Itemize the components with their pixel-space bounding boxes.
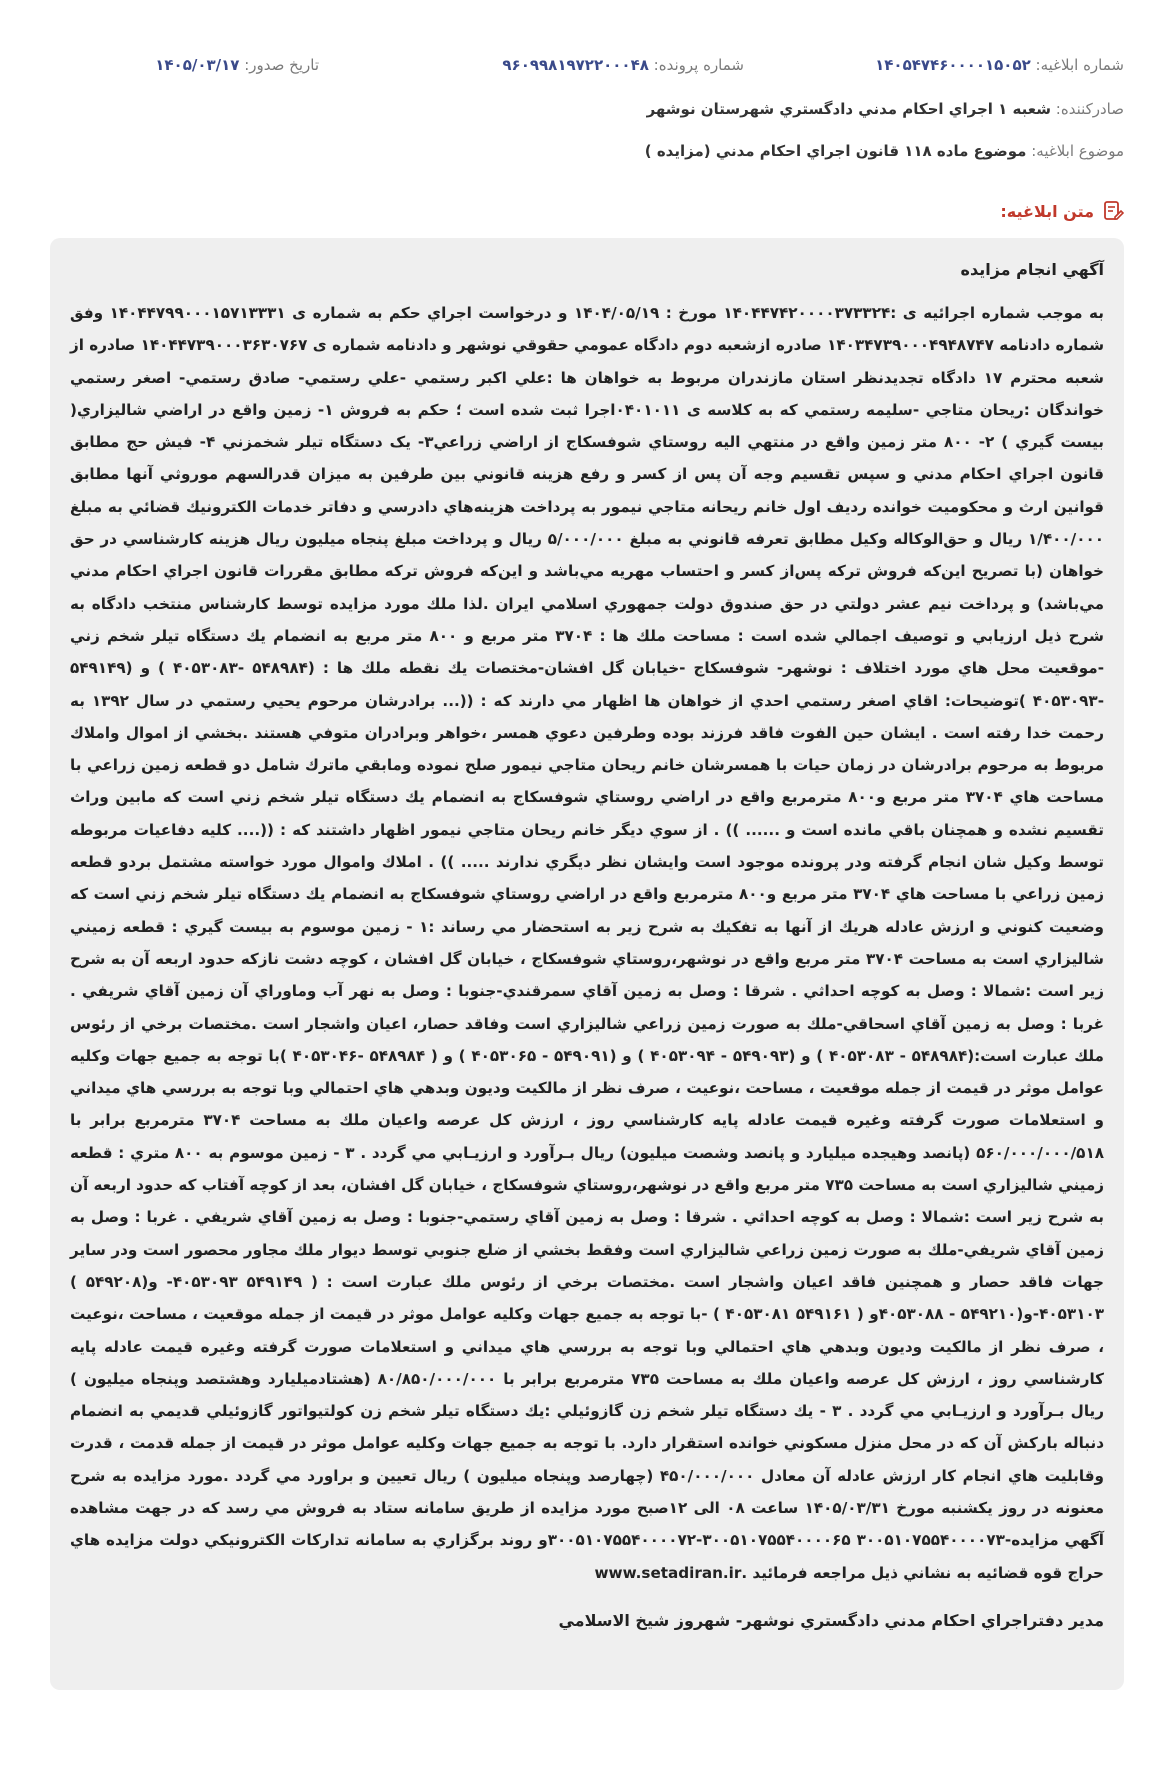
- subject-label: موضوع ابلاغیه:: [1031, 142, 1124, 160]
- notification-number-label: شماره ابلاغیه:: [1035, 56, 1124, 74]
- case-number-field: [502, 56, 744, 74]
- issue-date-value: ۱۴۰۵/۰۳/۱۷: [155, 56, 240, 74]
- notice-body-text: به موجب شماره اجرائيه ی :۱۴۰۴۴۷۴۲۰۰۰۰۳۷۳۳۲۴ مورخ : ۱۴۰۴/۰۵/۱۹ و درخواست اجراي حكم به شماره ی ۱۴۰۴۴۷۹۹۰۰۰۱۵۷۱۳۳۳۱ وفق شماره دادنامه ۱۴۰۳۴۷۳۹۰۰۰۴۹۴۸۷۴۷ صادره ازشعبه دوم دادگاه عمومي حقوقي نوشهر و دادنامه شماره ی ۱۴۰۴۴۷۳۹۰۰۰۳۶۳۰۷۶۷ صادره از شعبه محترم ۱۷ دادگاه تجديدنظر استان مازندران مربوط به خواهان ها :علي اكبر رستمي -علي رستمي- صادق رستمي- اصغر رستمي خواندگان :ريحان متاجي -سليمه رستمي كه به كلاسه ی ۰۴۰۱۰۱۱اجرا ثبت شده است ؛ حكم به فروش ۱- زمين واقع در اراضي شاليزاري( بيست گيري ) ۲- ۸۰۰ متر زمين واقع در منتهي اليه روستاي شوفسكاج از اراضي زراعي۳- يک دستگاه تيلر شخمزني ۴- فيش حج مطابق قانون اجراي احكام مدني و سپس تقسيم وجه آن پس از كسر و رفع هزينه قانوني بين طرفين به ميزان قدرالسهم موروثي آنها مطابق قوانين ارث و محكوميت خوانده رديف اول خانم ريحانه متاجي نيمور به پرداخت هزينه‌هاي دادرسي و دفاتر خدمات الكترونيك قضائي به مبلغ ۱/۴۰۰/۰۰۰ ريال و حق‌الوكاله وكيل مطابق تعرفه قانوني به مبلغ ۵/۰۰۰/۰۰۰ ريال و پرداخت مبلغ پنجاه ميليون ريال هزينه كارشناسي در حق خواهان (با تصريح اين‌كه فروش تركه پس‌از كسر و احتساب مهريه مي‌باشد و اين‌كه فروش تركه مطابق مقررات قانون اجراي احكام مدني مي‌باشد) و پرداخت نيم عشر دولتي در حق صندوق دولت جمهوري اسلامي ايران .لذا ملك مورد مزايده توسط كارشناس منتخب دادگاه به شرح ذيل ارزيابي و توصيف اجمالي شده است : مساحت ملك ها : ۳۷۰۴ متر مربع و ۸۰۰ متر مربع به انضمام يك دستگاه تيلر شخم زني -موقعيت محل هاي مورد اختلاف : نوشهر- شوفسكاج -خيابان گل افشان-مختصات يك نقطه ملك ها : (۵۴۸۹۸۴ -۴۰۵۳۰۸۳ ) و (۵۴۹۱۴۹ -۴۰۵۳۰۹۳ )توضيحات: اقاي اصغر رستمي احدي از خواهان ها اظهار مي دارند كه : ((... برادرشان مرحوم يحيي رستمي در سال ۱۳۹۲ به رحمت خدا رفته است . ايشان حين الفوت فاقد فرزند بوده وطرفين دعوي همسر ،خواهر وبرادران متوفي هستند .بخشي از اموال واملاك مربوط به مرحوم برادرشان در زمان حيات با همسرشان خانم ريحان متاجي نيمور صلح نموده ومابقي ماترك شامل دو قطعه زمين زراعي با مساحت هاي ۳۷۰۴ متر مربع و۸۰۰ مترمربع واقع در اراضي روستاي شوفسكاج به انضمام يك دستگاه تيلر شخم زني است كه مابين وراث تقسيم نشده و همچنان باقي مانده است و ...... )) . از سوي ديگر خانم ريحان متاجي نيمور اظهار داشتند كه : ((.... كليه دفاعيات مربوطه توسط وكيل شان انجام گرفته ودر پرونده موجود است وايشان نظر ديگري ندارند ..... )) . املاك واموال مورد خواسته مشتمل بردو قطعه زمين زراعي با مساحت هاي ۳۷۰۴ متر مربع و۸۰۰ مترمربع واقع در اراضي روستاي شوفسكاج به انضمام يك دستگاه تيلر شخم زني است كه وضعيت كنوني و ارزش عادله هريك از آنها به تفكيك به شرح زير به استحضار مي رساند :۱ - زمين موسوم به بيست گيري : قطعه زميني شاليزاري است به مساحت ۳۷۰۴ متر مربع واقع در نوشهر،روستاي شوفسكاج ، خيابان گل افشان ، كوچه دشت نازكه حدود اربعه آن به شرح زير است :شمالا : وصل به كوچه احداثي . شرقا : وصل به زمين آقاي سمرقندي-جنوبا : وصل به نهر آب وماوراي آن زمين آقاي شريفي . غربا : وصل به زمين آقاي اسحاقي-ملك به صورت زمين زراعي شاليزاري است وفاقد حصار، اعيان واشجار است .مختصات برخي از رئوس ملك عبارت است:(۵۴۸۹۸۴ - ۴۰۵۳۰۸۳ ) و (۵۴۹۰۹۳ - ۴۰۵۳۰۹۴ ) و (۵۴۹۰۹۱ - ۴۰۵۳۰۶۵ ) و ( ۵۴۸۹۸۴ -۴۰۵۳۰۴۶ )با توجه به جميع جهات وكليه عوامل موثر در قيمت از جمله موقعيت ، مساحت ،نوعيت ، صرف نظر از مالكيت وديون وبدهي هاي احتمالي وبا توجه به بررسي هاي ميداني و استعلامات صورت گرفته وغيره قيمت عادله پايه كارشناسي روز ، ارزش كل عرصه واعيان ملك به مساحت ۳۷۰۴ مترمربع برابر با ۵۶۰/۰۰۰/۰۰۰/۵۱۸ (پانصد وهيجده ميليارد و پانصد وشصت ميليون) ريال بـرآورد و ارزيـابي مي گردد . ۳ - زمين موسوم به ۸۰۰ متري : قطعه زميني شاليزاري است به مساحت ۷۳۵ متر مربع واقع در نوشهر،روستاي شوفسكاج ، خيابان گل افشان، بعد از كوچه آفتاب كه حدود اربعه آن به شرح زير است :شمالا : وصل به كوچه احداثي . شرقا : وصل به زمين آقاي رستمي-جنوبا : وصل به زمين آقاي شريفي . غربا : وصل به زمين آقاي شريفي-ملك به صورت زمين زراعي شاليزاري است وفقط بخشي از ضلع جنوبي توسط ديوار ملك مجاور محصور است ودر ساير جهات فاقد حصار و همچنين فاقد اعيان واشجار است .مختصات برخي از رئوس ملك عبارت است : ( ۵۴۹۱۴۹ ۴۰۵۳۰۹۳- و(۵۴۹۲۰۸ ) ۴۰۵۳۱۰۳-و(۵۴۹۲۱۰ - ۴۰۵۳۰۸۸و ( ۵۴۹۱۶۱ ۴۰۵۳۰۸۱ ) -با توجه به جميع جهات وكليه عوامل موثر در قيمت از جمله موقعيت ، مساحت ،نوعيت ، صرف نظر از مالكيت وديون وبدهي هاي احتمالي وبا توجه به بررسي هاي ميداني و استعلامات صورت گرفته وغيره قيمت عادله پايه كارشناسي روز ، ارزش كل عرصه واعيان ملك به مساحت ۷۳۵ مترمربع برابر با ۸۰/۸۵۰/۰۰۰/۰۰۰ (هشتادميليارد وهشتصد وپنجاه ميليون ) ريال بـرآورد و ارزيـابي مي گردد . ۳ - يك دستگاه تيلر شخم زن گازوئيلي :يك دستگاه تيلر شخم زن كولتيواتور گازوئيلي قديمي به انضمام دنباله باركش آن كه در محل منزل مسكوني خوانده استقرار دارد. با توجه به جميع جهات وكليه عوامل موثر در قيمت از جمله قدمت ، قدرت وقابليت هاي انجام كار ارزش عادله آن معادل ۴۵۰/۰۰۰/۰۰۰ (چهارصد وپنجاه ميليون ) ريال تعيين و براورد مي گردد .مورد مزايده به شرح معنونه در روز يكشنبه مورخ ۱۴۰۵/۰۳/۳۱ ساعت ۰۸ الی ۱۲صبح مورد مزايده از طريق سامانه ستاد به فروش مي رسد كه در جهت مشاهده آگهي مزايده-۳۰۰۵۱۰۷۵۵۴۰۰۰۰۷۳ ۳۰۰۵۱۰۷۵۵۴۰۰۰۰۶۵-۳۰۰۵۱۰۷۵۵۴۰۰۰۰۷۲و روند برگزاري به سامانه تداركات الكترونيكي دولت مزايده هاي حراج قوه قضائيه به نشاني ذيل مراجعه فرمائيد .www.setadiran.ir: [70, 304, 1105, 1582]
- document-edit-icon: [1102, 200, 1124, 222]
- case-number-label: شماره پرونده:: [653, 56, 744, 74]
- issuer-value: شعبه ۱ اجراي احكام مدني دادگستري شهرستان نوشهر: [646, 100, 1051, 118]
- header-row-numbers: [50, 56, 1124, 82]
- issuer-label: صادرکننده:: [1055, 100, 1124, 118]
- issue-date-field: [155, 56, 319, 74]
- notification-number-field: [875, 56, 1124, 74]
- issue-date-label: تاریخ صدور:: [244, 56, 319, 74]
- case-number-value: ۹۶۰۹۹۸۱۹۷۲۲۰۰۰۴۸: [502, 56, 649, 74]
- notice-section-label: متن ابلاغیه:: [1000, 201, 1094, 221]
- subject-value: موضوع ماده ۱۱۸ قانون اجراي احكام مدني (مزايده ): [644, 142, 1027, 160]
- notice-section-title: [1000, 200, 1124, 222]
- notice-signature: مدير دفتراجراي احكام مدني دادگستري نوشهر- شهروز شيخ الاسلامي: [558, 1610, 1104, 1630]
- subject-field: [50, 142, 1124, 160]
- notice-body-box: [50, 238, 1124, 1690]
- issuer-field: [50, 100, 1124, 118]
- notice-title: آگهي انجام مزايده: [960, 260, 1104, 279]
- notification-number-value: ۱۴۰۵۴۷۴۶۰۰۰۰۱۵۰۵۲: [875, 56, 1031, 74]
